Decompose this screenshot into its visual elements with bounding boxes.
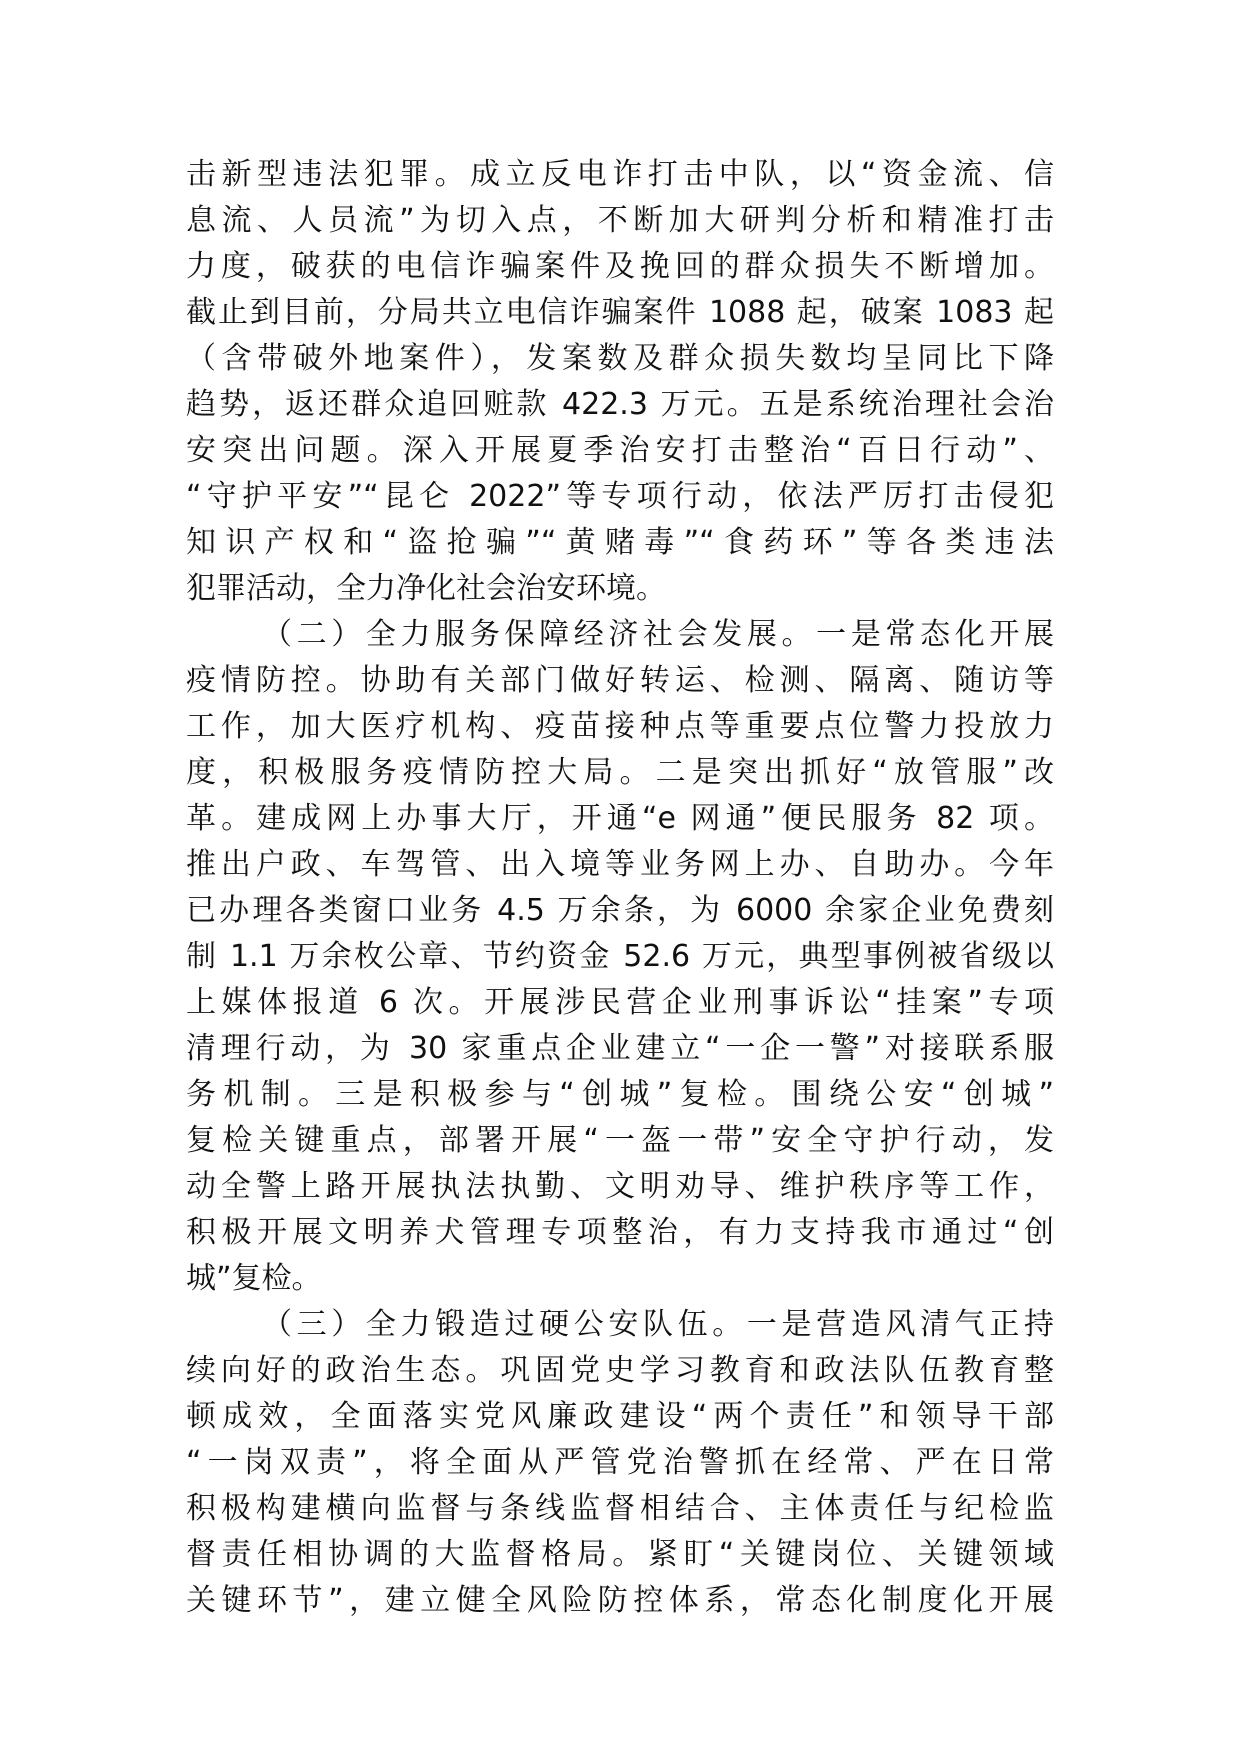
text-line: 疫情防控。协助有关部门做好转运、检测、隔离、随访等 [186, 663, 1054, 698]
text-line: “守护平安”“昆仑 2022”等专项行动，依法严厉打击侵犯 [186, 479, 1054, 514]
text-line: 复检关键重点，部署开展“一盔一带”安全守护行动，发 [186, 1123, 1054, 1158]
text-line: 已办理各类窗口业务 4.5 万余条，为 6000 余家企业免费刻 [186, 893, 1054, 928]
text-line: 度，积极服务疫情防控大局。二是突出抓好“放管服”改 [186, 755, 1054, 790]
text-line: 安突出问题。深入开展夏季治安打击整治“百日行动”、 [186, 433, 1054, 468]
text-line: 革。建成网上办事大厅，开通“e 网通”便民服务 82 项。 [186, 801, 1054, 836]
text-line: 积极开展文明养犬管理专项整治，有力支持我市通过“创 [186, 1215, 1054, 1250]
text-line: 犯罪活动，全力净化社会治安环境。 [186, 571, 666, 606]
text-line: 击新型违法犯罪。成立反电诈打击中队，以“资金流、信 [186, 157, 1054, 192]
text-line: 城”复检。 [186, 1261, 322, 1296]
text-line: 截止到目前，分局共立电信诈骗案件 1088 起，破案 1083 起 [186, 295, 1054, 330]
text-line: 积极构建横向监督与条线监督相结合、主体责任与纪检监 [186, 1491, 1054, 1526]
text-line: 趋势，返还群众追回赃款 422.3 万元。五是系统治理社会治 [186, 387, 1054, 422]
text-line: （含带破外地案件），发案数及群众损失数均呈同比下降 [186, 341, 1054, 376]
text-line: 上媒体报道 6 次。开展涉民营企业刑事诉讼“挂案”专项 [186, 985, 1054, 1020]
text-line: （二）全力服务保障经济社会发展。一是常态化开展 [262, 617, 1054, 652]
text-line: 顿成效，全面落实党风廉政建设“两个责任”和领导干部 [186, 1399, 1054, 1434]
text-line: 工作，加大医疗机构、疫苗接种点等重要点位警力投放力 [186, 709, 1054, 744]
text-line: “一岗双责”，将全面从严管党治警抓在经常、严在日常 [186, 1445, 1054, 1480]
text-line: 清理行动，为 30 家重点企业建立“一企一警”对接联系服 [186, 1031, 1054, 1066]
text-line: 督责任相协调的大监督格局。紧盯“关键岗位、关键领域 [186, 1537, 1054, 1572]
text-line: 知识产权和“盗抢骗”“黄赌毒”“食药环”等各类违法 [186, 525, 1054, 560]
text-line: 力度，破获的电信诈骗案件及挽回的群众损失不断增加。 [186, 249, 1054, 284]
document-body [186, 152, 1054, 1624]
text-line: （三）全力锻造过硬公安队伍。一是营造风清气正持 [262, 1307, 1054, 1342]
text-line: 动全警上路开展执法执勤、文明劝导、维护秩序等工作， [186, 1169, 1054, 1204]
text-line: 制 1.1 万余枚公章、节约资金 52.6 万元，典型事例被省级以 [186, 939, 1054, 974]
text-line: 关键环节”，建立健全风险防控体系，常态化制度化开展 [186, 1583, 1054, 1618]
text-line: 续向好的政治生态。巩固党史学习教育和政法队伍教育整 [186, 1353, 1054, 1388]
text-line: 息流、人员流”为切入点，不断加大研判分析和精准打击 [186, 203, 1054, 238]
text-line: 推出户政、车驾管、出入境等业务网上办、自助办。今年 [186, 847, 1054, 882]
text-line: 务机制。三是积极参与“创城”复检。围绕公安“创城” [186, 1077, 1054, 1112]
